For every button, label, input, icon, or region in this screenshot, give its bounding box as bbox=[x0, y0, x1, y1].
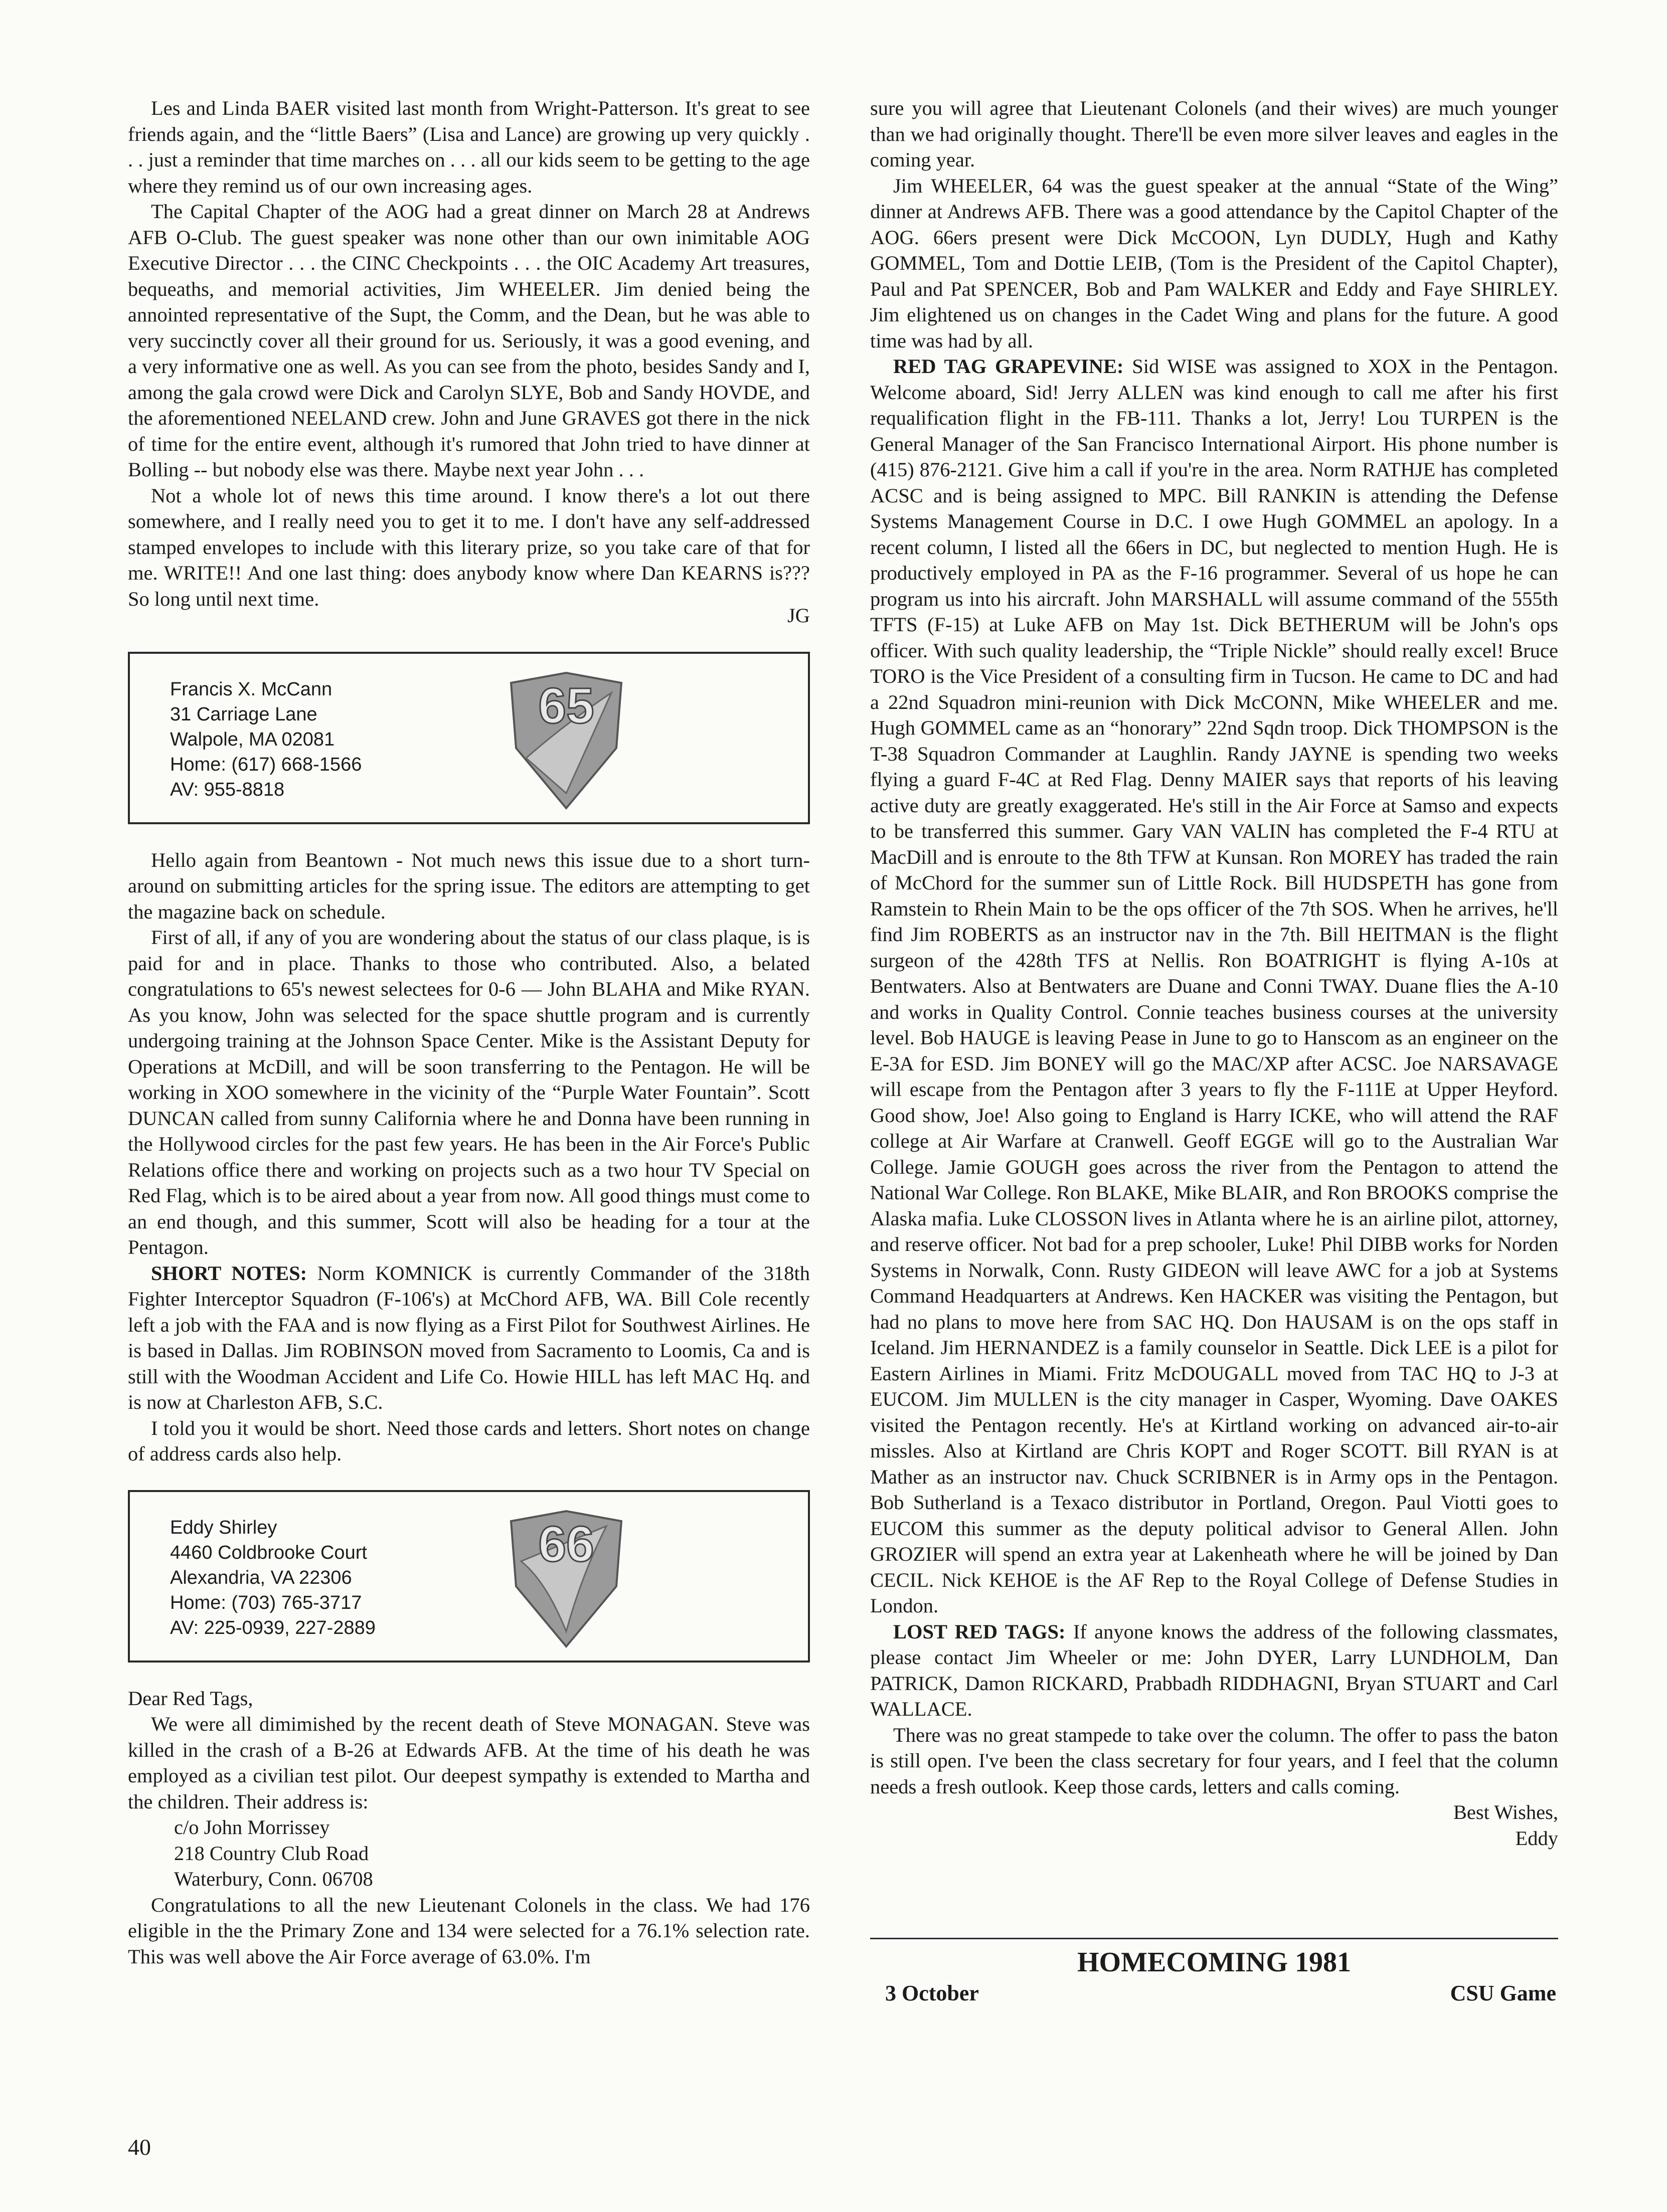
paragraph: Congratulations to all the new Lieutenant Colonels in the class. We had 176 eligible in the the Primary Zone and 134 were selected for a 76.1% selection rate. This was well above the Air Force average of 63.0%. I'm bbox=[128, 1893, 810, 1968]
address-line: 218 Country Club Road bbox=[174, 1841, 369, 1865]
secretary-name: Eddy Shirley bbox=[170, 1517, 277, 1538]
paragraph-text: Norm KOMNICK is currently Commander of the 318th Fighter Interceptor Squadron (F-106's) at McChord AFB, WA. Bill Cole recently left a job with the FAA and is now flying as a First Pilot for Southwest Airlines. He is based in Dallas. Jim ROBINSON moved from Sacramento to Loomis, Ca and is still with the Woodman Accident and Life Co. Howie HILL has left MAC Hq. and is now at Charleston AFB, S.C. bbox=[128, 1261, 810, 1413]
address-block bbox=[170, 1515, 376, 1640]
paragraph-text: Sid WISE was assigned to XOX in the Pentagon. Welcome aboard, Sid! Jerry ALLEN was kind enough to call me after his first requalification flight in the FB-111. Thanks a lot, Jerry! Lou TURPEN is the General Manager of the San Francisco International Airport. His phone number is (415) 876-2121. Give him a call if you're in the area. Norm RATHJE has completed ACSC and is being assigned to MPC. Bill RANKIN is attending the Defense Systems Management Course in D.C. I owe Hugh GOMMEL an apology. In a recent column, I listed all the 66ers in DC, but neglected to mention Hugh. He is productively employed in PA as the F-16 programmer. Several of us hope he can program us into his aircraft. John MARSHALL will assume command of the 555th TFTS (F-15) at Luke AFB on May 1st. Dick BETHERUM will be John's ops officer. With such quality leadership, the “Triple Nickle” should really excel! Bruce TORO is the Vice President of a consulting firm in Tucson. He came to DC and had a 22nd Squadron mini-reunion with Dick McCONN, Mike WHEELER and me. Hugh GOMMEL came as an “honorary” 22nd Sqdn troop. Dick THOMPSON is the T-38 Squadron Commander at Laughlin. Randy JAYNE is spending two weeks flying a guard F-4C at Red Flag. Denny MAIER says that reports of his leaving active duty are greatly exaggerated. He's still in the Air Force at Samso and expects to be transferred this summer. Gary VAN VALIN has completed the F-4 RTU at MacDill and is enroute to the 8th TFW at Kunsan. Ron MOREY has traded the rain of McChord for the summer sun of Little Rock. Bill HUDSPETH has gone from Ramstein to Rhein Main to be the ops officer of the 7th SOS. When he arrives, he'll find Jim ROBERTS as an instructor nav in the 7th. Bill HEITMAN is the flight surgeon of the 428th TFS at Nellis. Ron BOATRIGHT is flying A-10s at Bentwaters. Also at Bentwaters are Duane and Conni TWAY. Duane flies the A-10 and works in Quality Control. Connie teaches business courses at the university level. Bob HAUGE is leaving Pease in June to go to Hanscom as an engineer on the E-3A for ESD. Jim BONEY will go the MAC/XP after ACSC. Joe NARSAVAGE will escape from the Pentagon after 3 years to fly the F-111E at Upper Heyford. Good show, Joe! Also going to England is Harry ICKE, who will attend the RAF college at Air Warfare at Cranwell. Geoff EGGE will go to the Australian War College. Jamie GOUGH goes across the river from the Pentagon to attend the National War College. Ron BLAKE, Mike BLAIR, and Ron BROOKS comprise the Alaska mafia. Luke CLOSSON lives in Atlanta where he is an airline pilot, attorney, and reserve officer. Not bad for a prep schooler, Luke! Phil DIBB works for Norden Systems in Norwalk, Conn. Rusty GIDEON will leave AWC for a job at Systems Command Headquarters at Andrews. Ken HACKER was visiting the Pentagon, but had no plans to move here from SAC HQ. Don HAUSAM is on the ops staff in Iceland. Jim HERNANDEZ is a family counselor in Seattle. Dick LEE is a pilot for Eastern Airlines in Miami. Fritz McDOUGALL moved from TAC HQ to J-3 at EUCOM. Jim MULLEN is the city manager in Casper, Wyoming. Dave OAKES visited the Pentagon recently. He's at Kirtland working on advanced air-to-air missles. Also at Kirtland are Chris KOPT and Roger SCOTT. Bill RYAN is at Mather as an instructor nav. Chuck SCRIBNER is in Army ops in the Pentagon. Bob Sutherland is a Texaco distributor in Portland, Oregon. Paul Viotti goes to EUCOM this summer as the deputy political advisor to General Allen. John GROZIER will spend an extra year at Lakenheath where he will be joined by Dan CECIL. Nick KEHOE is the AF Rep to the Royal College of Defense Studies in London. bbox=[870, 355, 1559, 1617]
class-crest-icon bbox=[491, 1501, 641, 1651]
paragraph: Hello again from Beantown - Not much news this issue due to a short turn-around on submitting articles for the spring issue. The editors are attempting to get the magazine back on schedule. bbox=[128, 848, 810, 923]
crest-year: 66 bbox=[538, 1516, 594, 1572]
left-column bbox=[128, 95, 810, 1969]
city-state-zip: Alexandria, VA 22306 bbox=[170, 1567, 352, 1588]
homecoming-title: HOMECOMING 1981 bbox=[1077, 1947, 1351, 1978]
homecoming-date: 3 October bbox=[885, 1981, 979, 2005]
autovon-phone: AV: 955-8818 bbox=[170, 779, 285, 800]
autovon-phone: AV: 225-0939, 227-2889 bbox=[170, 1617, 376, 1638]
paragraph: We were all dimimished by the recent death of Steve MONAGAN. Steve was killed in the crash of a B-26 at Edwards AFB. At the time of his death he was employed as a civilian test pilot. Our deepest sympathy is extended to Martha and the children. Their address is: bbox=[128, 1713, 810, 1813]
homecoming-notice bbox=[870, 1938, 1558, 2006]
secretary-name: Francis X. McCann bbox=[170, 678, 332, 700]
paragraph: There was no great stampede to take over the column. The offer to pass the baton is still open. I've been the class secretary for four years, and I feel that the column needs a fresh outlook. Keep those cards, letters and calls coming. bbox=[870, 1723, 1558, 1798]
class-secretary-box-66 bbox=[128, 1490, 810, 1663]
section-label: LOST RED TAGS: bbox=[893, 1620, 1066, 1643]
right-column bbox=[870, 95, 1558, 1851]
salutation: Dear Red Tags, bbox=[128, 1687, 253, 1710]
author-initials: JG bbox=[787, 604, 810, 627]
paragraph: Les and Linda BAER visited last month from Wright-Patterson. It's great to see friends again, and the “little Baers” (Lisa and Lance) are growing up very quickly . . . just a reminder that time marches on . . . all our kids seem to be getting to the age where they remind us of our own increasing ages. bbox=[128, 97, 810, 197]
address-block bbox=[170, 677, 362, 802]
crest-year: 65 bbox=[538, 677, 594, 734]
paragraph: sure you will agree that Lieutenant Colonels (and their wives) are much younger than we had originally thought. There'll be even more silver leaves and eagles in the coming year. bbox=[870, 97, 1558, 171]
page-number: 40 bbox=[128, 2134, 151, 2160]
mailing-address bbox=[174, 1814, 810, 1892]
closing: Best Wishes, bbox=[1453, 1801, 1558, 1823]
homecoming-details bbox=[870, 1980, 1558, 2006]
street-address: 31 Carriage Lane bbox=[170, 703, 317, 725]
paragraph bbox=[870, 1619, 1558, 1722]
paragraph: Jim WHEELER, 64 was the guest speaker at the annual “State of the Wing” dinner at Andrews AFB. There was a good attendance by the Capitol Chapter of the AOG. 66ers present were Dick McCOON, Lyn DUDLY, Hugh and Kathy GOMMEL, Tom and Dottie LEIB, (Tom is the President of the Capitol Chapter), Paul and Pat SPENCER, Bob and Pam WALKER and Eddy and Faye SHIRLEY. Jim elightened us on changes in the Cadet Wing and plans for the future. A good time was had by all. bbox=[870, 174, 1558, 352]
address-line: c/o John Morrissey bbox=[174, 1816, 330, 1838]
paragraph-text: If anyone knows the address of the following classmates, please contact Jim Wheeler or me: John DYER, Larry LUNDHOLM, Dan PATRICK, Damon RICKARD, Prabbadh RIDDHAGNI, Bryan STUART and Carl WALLACE. bbox=[870, 1620, 1558, 1720]
paragraph: The Capital Chapter of the AOG had a great dinner on March 28 at Andrews AFB O-Club. The guest speaker was none other than our own inimitable AOG Executive Director . . . the CINC Checkpoints . . . the OIC Academy Art treasures, bequeaths, and memorial activities, Jim WHEELER. Jim denied being the annointed representative of the Supt, the Comm, and the Dean, but he was able to very succinctly cover all their ground for us. Seriously, it was a good evening, and a very informative one as well. As you can see from the photo, besides Sandy and I, among the gala crowd were Dick and Carolyn SLYE, Bob and Sandy HOVDE, and the aforementioned NEELAND crew. John and June GRAVES got there in the nick of time for the entire event, although it's rumored that John tried to have dinner at Bolling -- but nobody else was there. Maybe next year John . . . bbox=[128, 200, 810, 481]
paragraph: Not a whole lot of news this time around. I know there's a lot out there somewhere, and I really need you to get it to me. I don't have any self-addressed stamped envelopes to include with this literary prize, so you take care of that for me. WRITE!! And one last thing: does anybody know where Dan KEARNS is??? So long until next time. bbox=[128, 484, 810, 610]
paragraph: First of all, if any of you are wondering about the status of our class plaque, is is paid for and in place. Thanks to those who contributed. Also, a belated congratulations to 65's newest selectees for 0-6 — John BLAHA and Mike RYAN. As you know, John was selected for the space shuttle program and is currently undergoing training at the Johnson Space Center. Mike is the Assistant Deputy for Operations at McDill, and will be soon transferring to the Pentagon. He will be working in XOO somewhere in the vicinity of the “Purple Water Fountain”. Scott DUNCAN called from sunny California where he and Donna have been running in the Hollywood circles for the past few years. He has been in the Air Force's Public Relations office there and working on projects such as a two hour TV Special on Red Flag, which is to be aired about a year from now. All good things must come to an end though, and this summer, Scott will also be heading for a tour at the Pentagon. bbox=[128, 926, 810, 1258]
paragraph bbox=[870, 353, 1558, 1619]
home-phone: Home: (617) 668-1566 bbox=[170, 754, 362, 775]
class-crest-icon bbox=[491, 663, 641, 813]
paragraph bbox=[128, 1260, 810, 1415]
homecoming-game: CSU Game bbox=[1450, 1981, 1556, 2005]
home-phone: Home: (703) 765-3717 bbox=[170, 1592, 362, 1613]
class-secretary-box-65 bbox=[128, 652, 810, 824]
address-line: Waterbury, Conn. 06708 bbox=[174, 1868, 373, 1890]
paragraph: I told you it would be short. Need those cards and letters. Short notes on change of address cards also help. bbox=[128, 1416, 810, 1465]
street-address: 4460 Coldbrooke Court bbox=[170, 1542, 367, 1563]
signature: Eddy bbox=[1515, 1826, 1558, 1850]
section-label: RED TAG GRAPEVINE: bbox=[893, 355, 1124, 378]
section-label: SHORT NOTES: bbox=[151, 1261, 307, 1284]
city-state-zip: Walpole, MA 02081 bbox=[170, 728, 335, 750]
